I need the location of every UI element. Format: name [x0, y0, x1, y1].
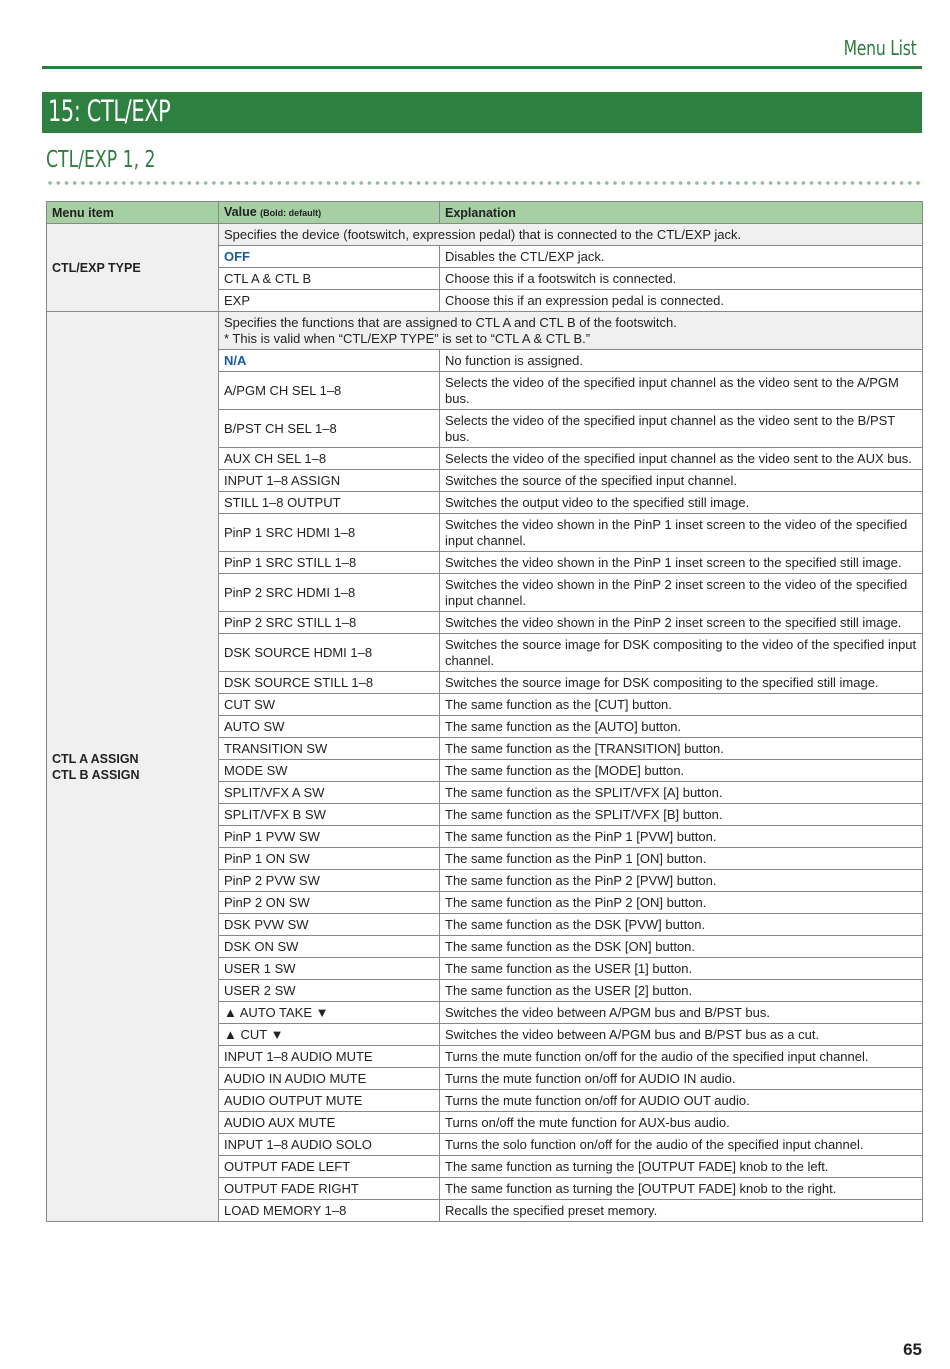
explanation-cell: The same function as the USER [1] button. [440, 958, 923, 980]
explanation-cell: The same function as turning the [OUTPUT FADE] knob to the right. [440, 1178, 923, 1200]
value-cell: USER 2 SW [219, 980, 440, 1002]
explanation-cell: The same function as the SPLIT/VFX [B] button. [440, 804, 923, 826]
menu-table [46, 201, 923, 1222]
explanation-cell: Switches the source of the specified input channel. [440, 470, 923, 492]
explanation-cell: Switches the video shown in the PinP 1 inset screen to the video of the specified input channel. [440, 514, 923, 552]
value-cell: EXP [219, 290, 440, 312]
default-value-cell: N/A [219, 350, 440, 372]
value-cell: SPLIT/VFX A SW [219, 782, 440, 804]
chapter-title: 15: CTL/EXP [48, 94, 171, 128]
section-title: CTL/EXP 1, 2 [46, 147, 156, 173]
value-cell: DSK PVW SW [219, 914, 440, 936]
value-cell: USER 1 SW [219, 958, 440, 980]
explanation-cell: The same function as the [AUTO] button. [440, 716, 923, 738]
menu-item-cell [47, 312, 219, 1222]
explanation-cell: The same function as turning the [OUTPUT FADE] knob to the left. [440, 1156, 923, 1178]
explanation-cell: Selects the video of the specified input channel as the video sent to the A/PGM bus. [440, 372, 923, 410]
explanation-cell: Switches the video between A/PGM bus and B/PST bus as a cut. [440, 1024, 923, 1046]
description-row [47, 224, 923, 246]
explanation-cell: Turns the mute function on/off for AUDIO IN audio. [440, 1068, 923, 1090]
description-line: Specifies the device (footswitch, expression pedal) that is connected to the CTL/EXP jack. [224, 227, 742, 242]
value-cell: LOAD MEMORY 1–8 [219, 1200, 440, 1222]
value-cell: DSK ON SW [219, 936, 440, 958]
dotted-divider [46, 180, 922, 186]
explanation-cell: Switches the video between A/PGM bus and B/PST bus. [440, 1002, 923, 1024]
menu-item-label: CTL A ASSIGN [52, 752, 139, 766]
page-number: 65 [903, 1340, 922, 1359]
menu-item-cell [47, 224, 219, 312]
description-row [47, 312, 923, 350]
value-cell: SPLIT/VFX B SW [219, 804, 440, 826]
value-cell: INPUT 1–8 ASSIGN [219, 470, 440, 492]
menu-item-label: CTL B ASSIGN [52, 768, 140, 782]
value-cell: CTL A & CTL B [219, 268, 440, 290]
explanation-cell: Switches the source image for DSK compositing to the video of the specified input channel. [440, 634, 923, 672]
table-header-row [47, 202, 923, 224]
explanation-cell: Turns the solo function on/off for the audio of the specified input channel. [440, 1134, 923, 1156]
value-cell: DSK SOURCE HDMI 1–8 [219, 634, 440, 672]
group-description [219, 224, 923, 246]
value-cell: PinP 2 SRC HDMI 1–8 [219, 574, 440, 612]
value-cell: PinP 1 SRC HDMI 1–8 [219, 514, 440, 552]
explanation-cell: The same function as the [MODE] button. [440, 760, 923, 782]
explanation-cell: Switches the video shown in the PinP 2 inset screen to the specified still image. [440, 612, 923, 634]
explanation-cell: Disables the CTL/EXP jack. [440, 246, 923, 268]
explanation-cell: The same function as the PinP 1 [ON] button. [440, 848, 923, 870]
explanation-cell: The same function as the DSK [ON] button. [440, 936, 923, 958]
default-value-cell: OFF [219, 246, 440, 268]
value-cell: A/PGM CH SEL 1–8 [219, 372, 440, 410]
value-cell: MODE SW [219, 760, 440, 782]
value-cell: DSK SOURCE STILL 1–8 [219, 672, 440, 694]
value-cell: PinP 2 SRC STILL 1–8 [219, 612, 440, 634]
value-cell: AUDIO OUTPUT MUTE [219, 1090, 440, 1112]
menu-item-header: Menu item [47, 202, 219, 224]
running-header-title: Menu List [844, 36, 917, 60]
explanation-cell: Switches the source image for DSK compositing to the specified still image. [440, 672, 923, 694]
value-cell: AUTO SW [219, 716, 440, 738]
explanation-cell: Choose this if an expression pedal is connected. [440, 290, 923, 312]
explanation-cell: Switches the output video to the specified still image. [440, 492, 923, 514]
value-cell: INPUT 1–8 AUDIO MUTE [219, 1046, 440, 1068]
explanation-cell: Selects the video of the specified input channel as the video sent to the AUX bus. [440, 448, 923, 470]
chapter-bar [42, 92, 922, 133]
value-cell: AUDIO IN AUDIO MUTE [219, 1068, 440, 1090]
explanation-cell: Turns on/off the mute function for AUX-bus audio. [440, 1112, 923, 1134]
description-line: * This is valid when “CTL/EXP TYPE” is set to “CTL A & CTL B.” [224, 331, 591, 346]
value-cell: PinP 1 PVW SW [219, 826, 440, 848]
explanation-cell: The same function as the PinP 1 [PVW] button. [440, 826, 923, 848]
value-cell: TRANSITION SW [219, 738, 440, 760]
value-cell: OUTPUT FADE RIGHT [219, 1178, 440, 1200]
explanation-cell: The same function as the SPLIT/VFX [A] button. [440, 782, 923, 804]
value-cell: PinP 1 SRC STILL 1–8 [219, 552, 440, 574]
value-cell: OUTPUT FADE LEFT [219, 1156, 440, 1178]
explanation-cell: Recalls the specified preset memory. [440, 1200, 923, 1222]
value-cell: INPUT 1–8 AUDIO SOLO [219, 1134, 440, 1156]
explanation-cell: Turns the mute function on/off for the audio of the specified input channel. [440, 1046, 923, 1068]
explanation-cell: Switches the video shown in the PinP 1 inset screen to the specified still image. [440, 552, 923, 574]
explanation-cell: Selects the video of the specified input channel as the video sent to the B/PST bus. [440, 410, 923, 448]
value-cell: B/PST CH SEL 1–8 [219, 410, 440, 448]
table-body [47, 224, 923, 1222]
value-cell: PinP 1 ON SW [219, 848, 440, 870]
explanation-header: Explanation [440, 202, 923, 224]
value-cell: ▲ CUT ▼ [219, 1024, 440, 1046]
header-rule [42, 66, 922, 69]
value-cell: CUT SW [219, 694, 440, 716]
explanation-cell: Switches the video shown in the PinP 2 inset screen to the video of the specified input channel. [440, 574, 923, 612]
value-cell: PinP 2 PVW SW [219, 870, 440, 892]
description-line: Specifies the functions that are assigned to CTL A and CTL B of the footswitch. [224, 315, 677, 330]
value-cell: PinP 2 ON SW [219, 892, 440, 914]
value-cell: AUDIO AUX MUTE [219, 1112, 440, 1134]
explanation-cell: Turns the mute function on/off for AUDIO OUT audio. [440, 1090, 923, 1112]
value-header-note: (Bold: default) [260, 208, 322, 218]
explanation-cell: The same function as the USER [2] button. [440, 980, 923, 1002]
value-header [219, 202, 440, 224]
value-header-label: Value [224, 205, 257, 219]
value-cell: ▲ AUTO TAKE ▼ [219, 1002, 440, 1024]
value-cell: AUX CH SEL 1–8 [219, 448, 440, 470]
explanation-cell: The same function as the [CUT] button. [440, 694, 923, 716]
explanation-cell: The same function as the [TRANSITION] button. [440, 738, 923, 760]
menu-item-label: CTL/EXP TYPE [52, 261, 141, 275]
value-cell: STILL 1–8 OUTPUT [219, 492, 440, 514]
explanation-cell: The same function as the PinP 2 [PVW] button. [440, 870, 923, 892]
explanation-cell: The same function as the DSK [PVW] button. [440, 914, 923, 936]
group-description [219, 312, 923, 350]
explanation-cell: The same function as the PinP 2 [ON] button. [440, 892, 923, 914]
explanation-cell: Choose this if a footswitch is connected. [440, 268, 923, 290]
explanation-cell: No function is assigned. [440, 350, 923, 372]
